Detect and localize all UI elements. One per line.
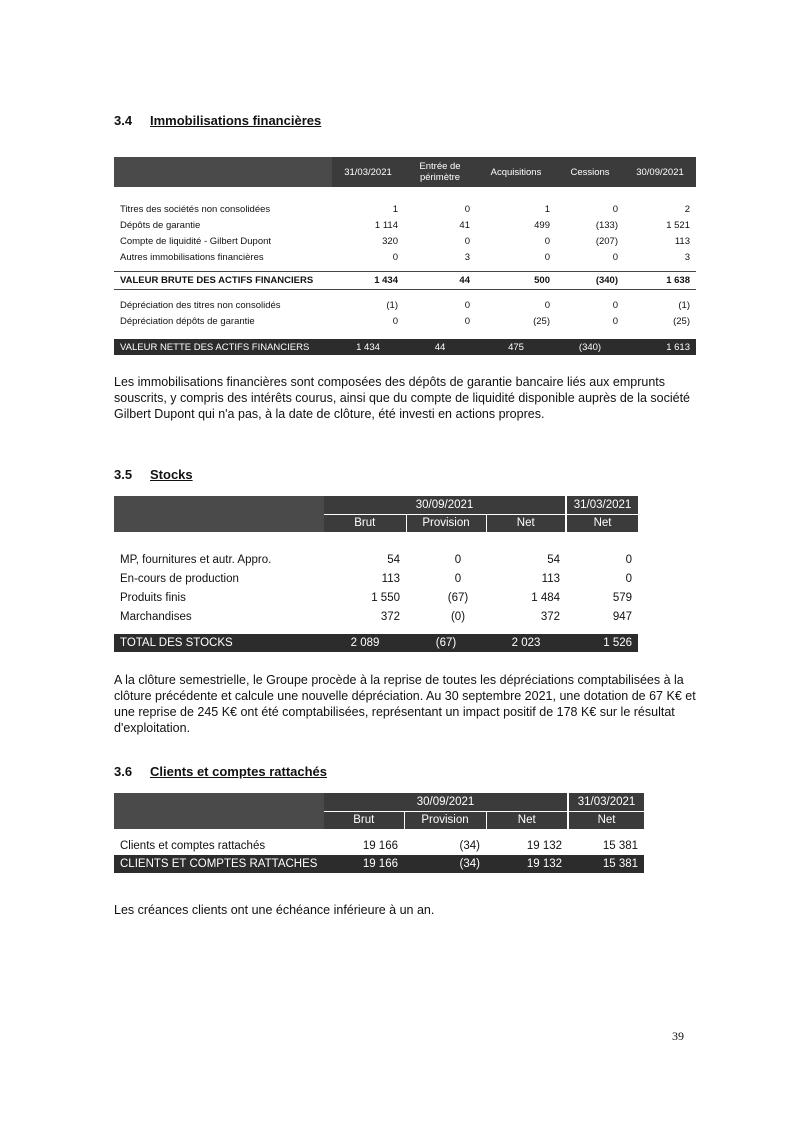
header-blank-cell: [114, 496, 324, 532]
row-label: Compte de liquidité - Gilbert Dupont: [120, 235, 272, 247]
cell-value: 54: [387, 553, 400, 566]
cell-value: 0: [464, 315, 470, 327]
cell-value: 1: [544, 203, 550, 215]
cell-value: 19 166: [324, 855, 404, 873]
table-row: [114, 313, 696, 329]
period-header: 30/09/2021: [324, 793, 568, 811]
cell-value: 1 526: [566, 634, 638, 652]
header-blank-cell: [114, 157, 332, 187]
row-label: CLIENTS ET COMPTES RATTACHES: [114, 855, 324, 873]
cell-value: 3: [464, 251, 470, 263]
cell-value: 1: [392, 203, 398, 215]
column-header: Brut: [324, 811, 404, 829]
table-row: [114, 837, 644, 855]
gross-total-row: [114, 271, 696, 289]
total-receivables-row: [114, 855, 644, 873]
period-header: 31/03/2021: [566, 496, 638, 514]
cell-value: 2 023: [486, 634, 566, 652]
row-label: Dépréciation des titres non consolidés: [120, 299, 281, 311]
net-total-row: [114, 339, 696, 355]
cell-value: 44: [404, 271, 476, 289]
cell-value: 0: [544, 235, 550, 247]
cell-value: (133): [595, 219, 618, 231]
column-header: Net: [568, 811, 644, 829]
column-header: Net: [486, 811, 568, 829]
table-header-row: [114, 496, 638, 514]
column-header: Net: [566, 514, 638, 532]
table-row: [114, 550, 638, 569]
cell-value: (34): [404, 855, 486, 873]
cell-value: 1 613: [624, 339, 696, 355]
cell-value: 41: [459, 219, 470, 231]
cell-value: (340): [556, 339, 624, 355]
row-label: Titres des sociétés non consolidées: [120, 203, 271, 215]
section-number: 3.5: [114, 467, 133, 482]
section-number: 3.6: [114, 764, 133, 779]
row-label: Autres immobilisations financières: [120, 251, 264, 263]
cell-value: 1 521: [666, 219, 690, 231]
cell-value: 475: [476, 339, 556, 355]
cell-value: 320: [382, 235, 398, 247]
cell-value: (25): [533, 315, 550, 327]
cell-value: 0: [464, 203, 470, 215]
row-label: Clients et comptes rattachés: [120, 840, 266, 852]
cell-value: 372: [380, 610, 400, 623]
cell-value: 1 434: [332, 271, 404, 289]
cell-value: (67): [406, 634, 486, 652]
cell-value: (25): [673, 315, 690, 327]
section-number: 3.4: [114, 113, 133, 128]
cell-value: 0: [392, 315, 398, 327]
cell-value: 579: [612, 591, 633, 604]
cell-value: 1 434: [332, 339, 404, 355]
row-label: VALEUR NETTE DES ACTIFS FINANCIERS: [114, 339, 332, 355]
table-row: [114, 297, 696, 313]
column-header: Net: [486, 514, 566, 532]
cell-value: 372: [540, 610, 561, 623]
section-heading: Clients et comptes rattachés: [150, 764, 328, 779]
column-header: Provision: [406, 514, 486, 532]
cell-value: 2 089: [324, 634, 406, 652]
cell-value: 1 484: [531, 591, 561, 604]
table-row: [114, 588, 638, 607]
period-header: 31/03/2021: [568, 793, 644, 811]
cell-value: 1 114: [374, 219, 398, 231]
cell-value: 113: [674, 235, 690, 247]
page-number: 39: [672, 1029, 684, 1043]
cell-value: 0: [454, 572, 462, 585]
cell-value: (340): [556, 271, 624, 289]
cell-value: 0: [464, 235, 470, 247]
header-blank-cell: [114, 793, 324, 829]
receivables-table: [114, 793, 644, 873]
cell-value: 19 132: [486, 855, 568, 873]
cell-value: 0: [625, 553, 633, 566]
table-row: [114, 569, 638, 588]
stocks-table: [114, 496, 638, 652]
cell-value: 15 381: [568, 855, 644, 873]
section-title-3-4: [114, 113, 321, 128]
column-header: Entrée de périmètre: [404, 157, 476, 187]
cell-value: 0: [625, 572, 633, 585]
cell-value: (67): [447, 591, 469, 604]
column-header: Provision: [404, 811, 486, 829]
cell-value: 113: [541, 572, 561, 585]
paragraph-3-5: A la clôture semestrielle, le Groupe procède à la reprise de toutes les dépréciations comptabilisées à la clôture précédente et calcule une nouvelle dépréciation. Au 30 septembre 2021, une dotation de 67 K€ et une reprise de 245 K€ ont été comptabilisées, représentant un impact positif de 178 K€ sur le résultat d'exploitation.: [114, 673, 696, 735]
cell-value: 500: [476, 271, 556, 289]
cell-value: 113: [381, 572, 400, 585]
row-label: Dépôts de garantie: [120, 219, 201, 231]
cell-value: 947: [612, 610, 633, 623]
row-label: En-cours de production: [120, 572, 239, 585]
cell-value: 0: [464, 299, 470, 311]
cell-value: 2: [684, 203, 690, 215]
row-label: Dépréciation dépôts de garantie: [120, 315, 255, 327]
cell-value: 19 166: [362, 840, 398, 852]
cell-value: 0: [454, 553, 462, 566]
period-header: 30/09/2021: [324, 496, 566, 514]
cell-value: 44: [404, 339, 476, 355]
column-header: Brut: [324, 514, 406, 532]
column-header: Acquisitions: [476, 157, 556, 187]
cell-value: 1 638: [624, 271, 696, 289]
cell-value: (0): [450, 610, 466, 623]
table-row: [114, 249, 696, 265]
cell-value: 3: [684, 251, 690, 263]
cell-value: 499: [534, 219, 550, 231]
column-header: 30/09/2021: [624, 157, 696, 187]
cell-value: 19 132: [526, 840, 563, 852]
table-header-row: [114, 793, 644, 811]
financial-assets-table: [114, 157, 696, 355]
table-row: [114, 607, 638, 626]
cell-value: 0: [392, 251, 398, 263]
column-header: Cessions: [556, 157, 624, 187]
table-header-row: [114, 157, 696, 187]
section-heading: Stocks: [150, 467, 193, 482]
row-label: Marchandises: [120, 610, 192, 623]
cell-value: (1): [678, 299, 690, 311]
row-label: Produits finis: [120, 591, 186, 604]
table-row: [114, 217, 696, 233]
total-stocks-row: [114, 634, 638, 652]
row-label: VALEUR BRUTE DES ACTIFS FINANCIERS: [114, 271, 332, 289]
cell-value: 1 550: [371, 591, 400, 604]
cell-value: (1): [386, 299, 398, 311]
cell-value: 0: [612, 299, 618, 311]
table-row: [114, 233, 696, 249]
cell-value: 0: [612, 251, 618, 263]
paragraph-3-6: Les créances clients ont une échéance inférieure à un an.: [114, 903, 435, 917]
column-header: 31/03/2021: [332, 157, 404, 187]
cell-value: 0: [544, 251, 550, 263]
cell-value: 0: [612, 315, 618, 327]
row-label: MP, fournitures et autr. Appro.: [120, 553, 272, 566]
cell-value: 15 381: [602, 840, 639, 852]
cell-value: 54: [547, 553, 561, 566]
cell-value: 0: [612, 203, 618, 215]
cell-value: (34): [459, 840, 480, 852]
cell-value: (207): [595, 235, 618, 247]
section-heading: Immobilisations financières: [150, 113, 322, 128]
cell-value: 0: [544, 299, 550, 311]
table-row: [114, 201, 696, 217]
row-label: TOTAL DES STOCKS: [114, 634, 324, 652]
section-title-3-6: [114, 764, 327, 779]
paragraph-3-4: Les immobilisations financières sont composées des dépôts de garantie bancaire liés aux emprunts souscrits, y compris des intérêts courus, ainsi que du compte de liquidité disponible auprès de la société Gilbert Dupont qui n'a pas, à la date de clôture, été investi en actions propres.: [114, 375, 691, 421]
section-title-3-5: [114, 467, 193, 482]
